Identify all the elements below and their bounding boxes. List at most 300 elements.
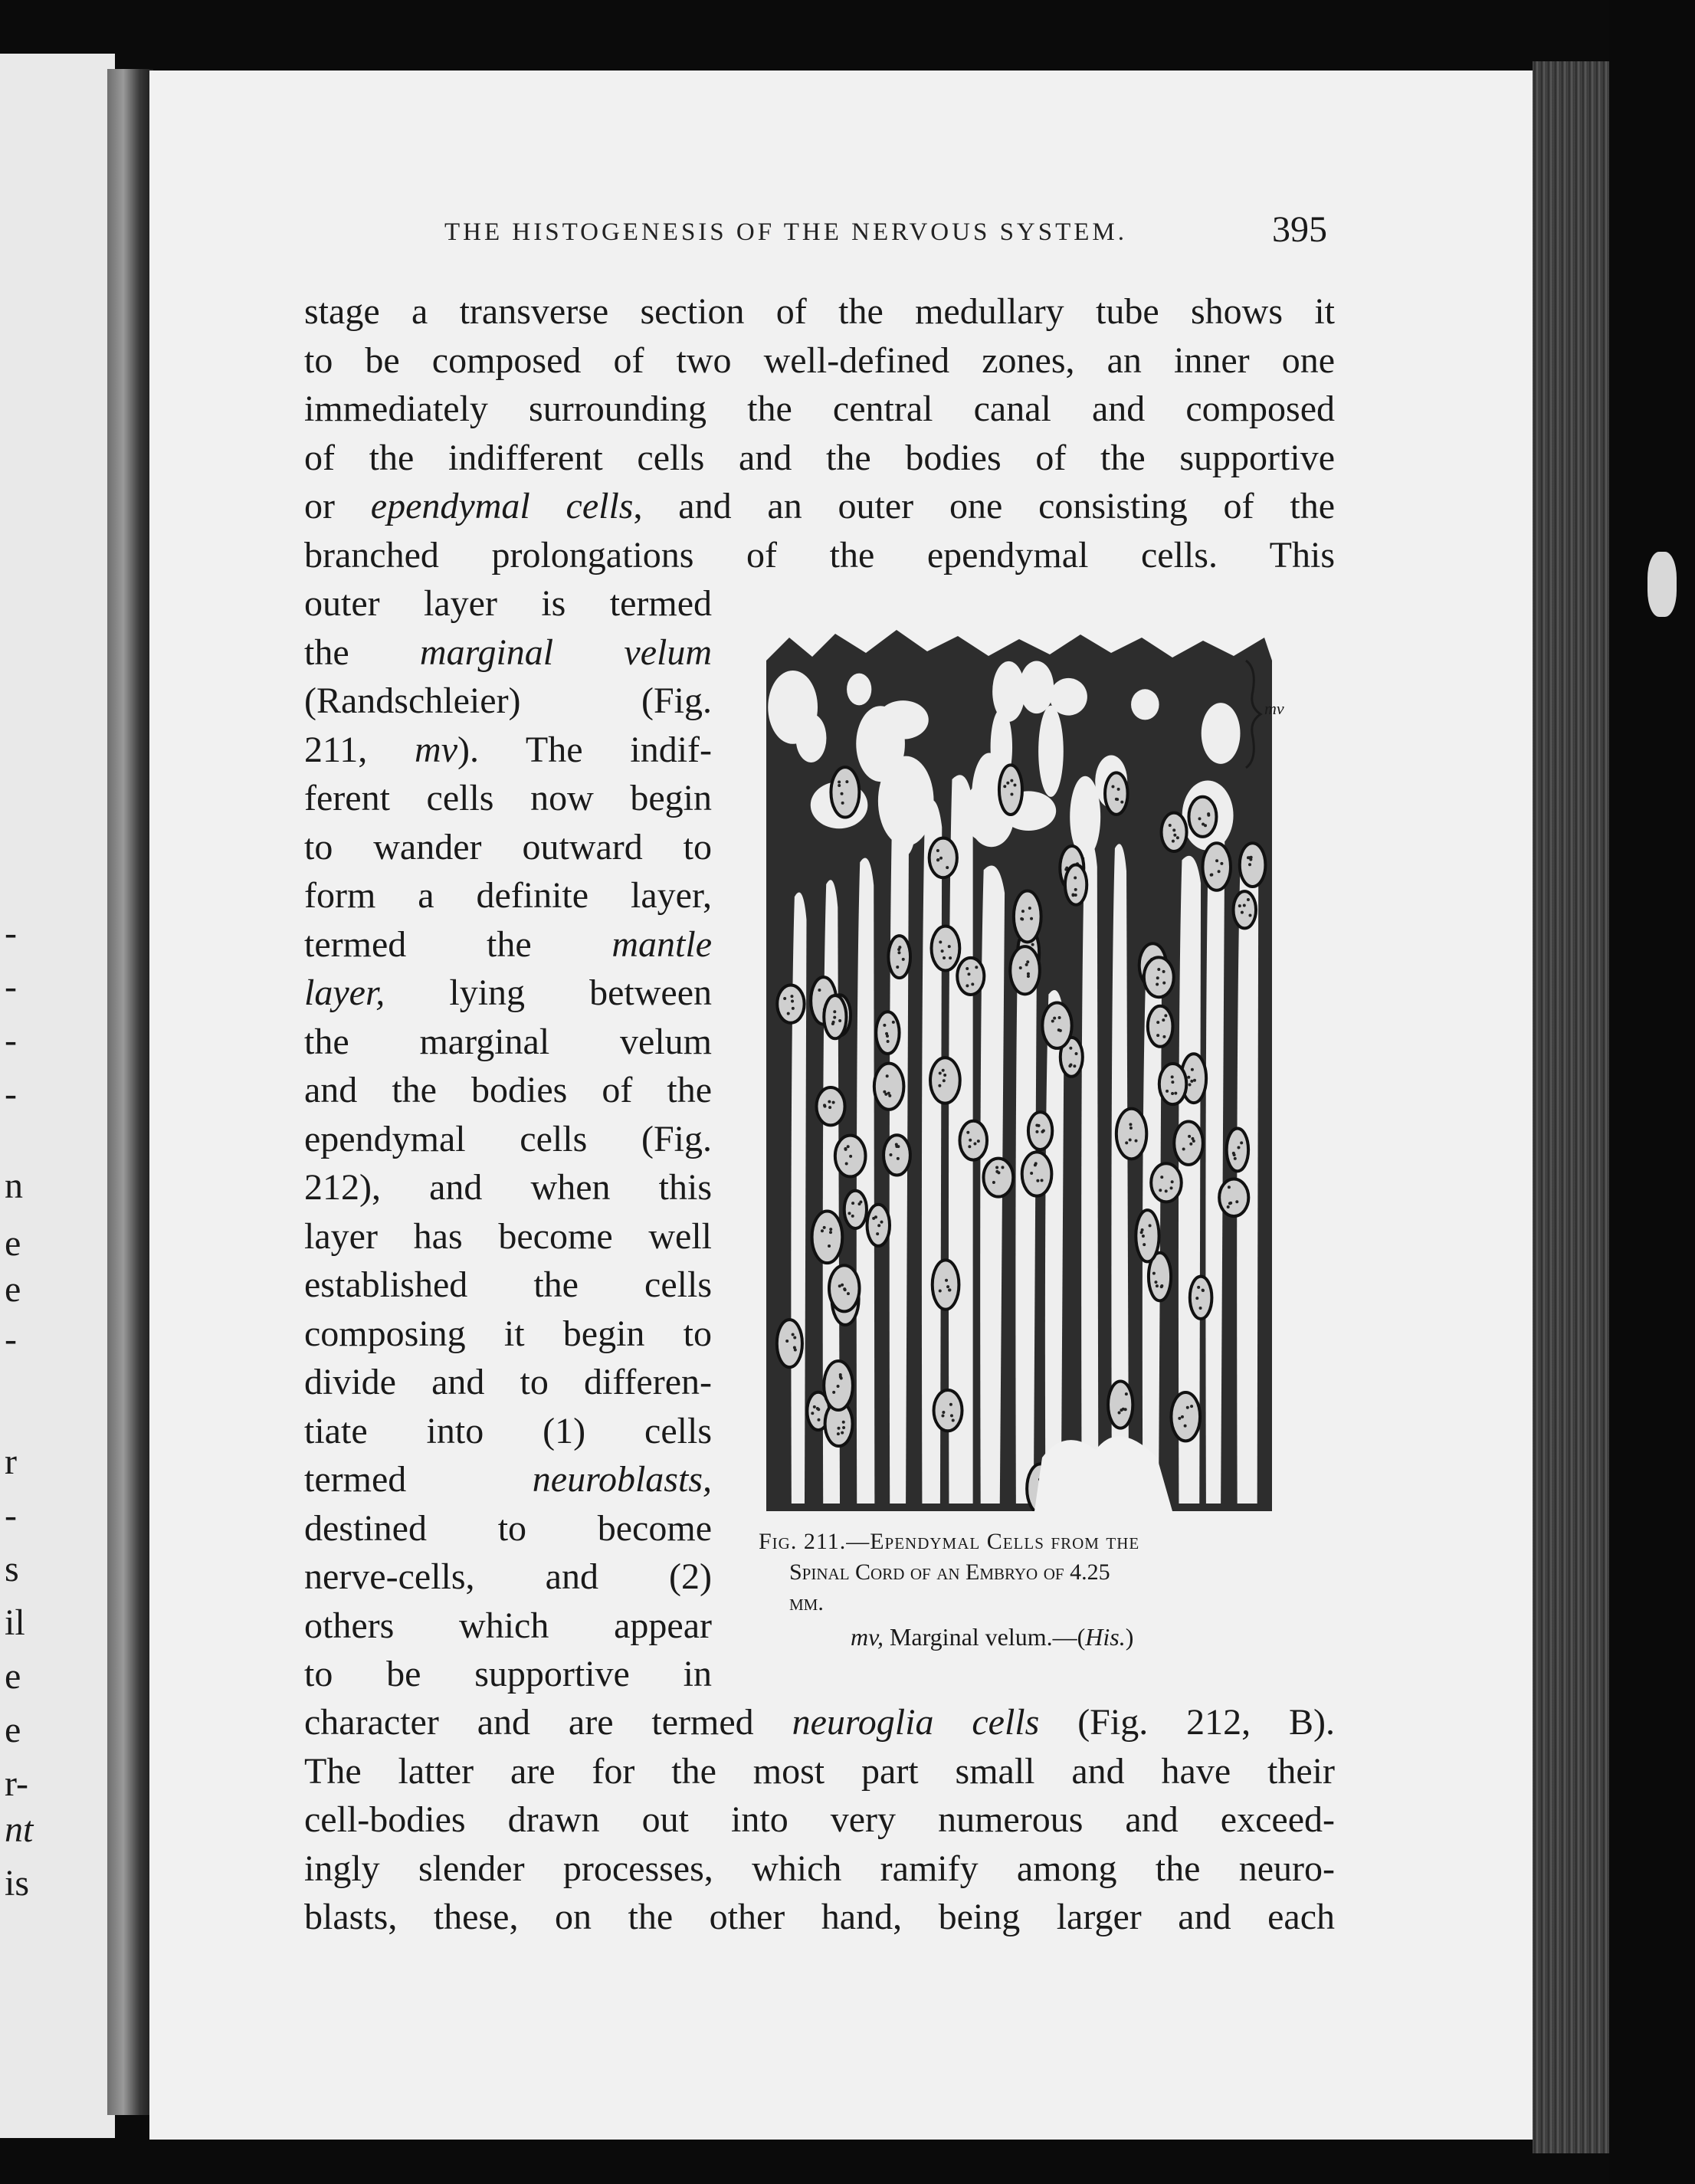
chromatin-dot [1030, 1172, 1033, 1175]
chromatin-dot [1174, 1092, 1177, 1095]
chromatin-dot [837, 1385, 840, 1388]
facing-page-fragment: il [5, 1602, 25, 1643]
chromatin-dot [1188, 1083, 1192, 1086]
chromatin-dot [1041, 1130, 1044, 1133]
chromatin-dot [842, 1426, 845, 1429]
body-text-top [304, 287, 1335, 579]
chromatin-dot [828, 1106, 831, 1109]
italic-term: neuroglia cells [792, 1702, 1040, 1743]
cell-nucleus [1171, 1392, 1200, 1441]
cell-nucleus [934, 1390, 962, 1431]
figure-label-mv: mv [1264, 699, 1284, 718]
chromatin-dot [1166, 1090, 1169, 1093]
chromatin-dot [832, 1021, 835, 1024]
chromatin-dot [1210, 874, 1213, 877]
chromatin-dot [948, 945, 951, 948]
chromatin-dot [1053, 1017, 1056, 1020]
facing-page [0, 54, 115, 2138]
chromatin-dot [892, 1021, 895, 1024]
chromatin-dot [1215, 859, 1218, 862]
facing-page-fragment: - [5, 1319, 17, 1359]
cell-nucleus [1014, 891, 1041, 943]
process-gap [857, 858, 875, 1504]
caption-legend [759, 1622, 1343, 1652]
chromatin-dot [888, 1094, 891, 1097]
chromatin-dot [792, 1007, 795, 1010]
chromatin-dot [973, 1143, 976, 1146]
chromatin-dot [1129, 1126, 1133, 1130]
chromatin-dot [817, 1408, 820, 1411]
text-line: tiate into (1) cells [304, 1410, 712, 1451]
chromatin-dot [902, 958, 905, 961]
chromatin-dot [1197, 1286, 1200, 1289]
cell-nucleus [1108, 1381, 1133, 1428]
chromatin-dot [1171, 1180, 1174, 1183]
chromatin-dot [950, 1414, 953, 1417]
cell-nucleus [957, 958, 984, 995]
chromatin-dot [1075, 1052, 1078, 1055]
chromatin-dot [1156, 1021, 1159, 1024]
chromatin-dot [1135, 1140, 1138, 1143]
chromatin-dot [793, 1336, 796, 1340]
chromatin-dot [847, 1145, 850, 1148]
chromatin-dot [1190, 1080, 1193, 1083]
text-run: character and are termed [304, 1702, 792, 1743]
text-line [304, 920, 712, 969]
cell-nucleus [983, 1159, 1013, 1197]
cell-nucleus [933, 1260, 959, 1309]
legend-source: His. [1085, 1623, 1126, 1651]
chromatin-dot [792, 1333, 795, 1336]
chromatin-dot [840, 1376, 843, 1379]
chromatin-dot [1198, 817, 1201, 820]
chromatin-dot [829, 1228, 832, 1231]
text-line: others which appear [304, 1605, 712, 1646]
text-line: destined to become [304, 1507, 712, 1549]
chromatin-dot [838, 784, 841, 787]
chromatin-dot [1006, 782, 1009, 785]
cell-nucleus [1148, 1006, 1173, 1047]
chromatin-dot [946, 866, 949, 869]
chromatin-dot [821, 1229, 824, 1232]
cell-nucleus [1240, 843, 1266, 887]
chromatin-dot [1122, 1408, 1125, 1411]
velum-space [795, 713, 826, 762]
chromatin-dot [785, 1340, 788, 1343]
page-number: 395 [1272, 209, 1327, 250]
chromatin-dot [818, 989, 821, 992]
chromatin-dot [1074, 877, 1077, 880]
text-run: lying between [385, 972, 712, 1013]
chromatin-dot [936, 858, 939, 861]
chromatin-dot [1240, 1141, 1243, 1144]
facing-page-fragment: e [5, 1656, 21, 1697]
facing-page-fragment: - [5, 1495, 17, 1536]
text-run: the [304, 631, 420, 673]
chromatin-dot [1058, 1016, 1061, 1019]
chromatin-dot [1178, 1417, 1181, 1420]
text-line: of the indifferent cells and the bodies of the supportive [304, 437, 1335, 478]
chromatin-dot [851, 1215, 854, 1218]
chromatin-dot [1202, 1289, 1205, 1292]
chromatin-dot [889, 1153, 892, 1156]
chromatin-dot [1074, 888, 1077, 891]
chromatin-dot [1169, 824, 1172, 827]
text-line: form a definite layer, [304, 875, 712, 916]
chromatin-dot [1001, 1166, 1004, 1169]
facing-page-text-fragments [0, 54, 46, 2138]
caption-line-2: Spinal Cord of an Embryo of 4.25 [789, 1559, 1110, 1585]
chromatin-dot [1160, 1176, 1163, 1179]
figure-caption [759, 1527, 1343, 1652]
chromatin-dot [880, 1221, 883, 1224]
text-line: the marginal velum [304, 1021, 712, 1062]
chromatin-dot [1247, 856, 1250, 859]
chromatin-dot [997, 1171, 1000, 1174]
chromatin-dot [939, 940, 942, 943]
chromatin-dot [841, 792, 844, 795]
italic-term: ependymal cells [370, 486, 634, 526]
chromatin-dot [1026, 960, 1029, 963]
chromatin-dot [1162, 982, 1166, 985]
text-run: or [304, 486, 371, 526]
cell-nucleus [929, 838, 957, 878]
cell-nucleus [1174, 1122, 1203, 1165]
italic-term: mv [415, 729, 457, 770]
chromatin-dot [844, 1148, 848, 1151]
text-line: immediately surrounding the central canal and composed [304, 389, 1335, 429]
text-line [304, 969, 712, 1018]
figure-211-ependymal-cells [759, 630, 1284, 1511]
facing-page-fragment: s [5, 1549, 19, 1589]
chromatin-dot [1034, 1162, 1038, 1165]
chromatin-dot [1035, 1130, 1038, 1133]
text-line [304, 726, 712, 775]
chromatin-dot [793, 1346, 796, 1349]
chromatin-dot [1038, 1124, 1041, 1127]
book-gutter [107, 69, 153, 2115]
text-line: ependymal cells (Fig. [304, 1118, 712, 1159]
text-line: (Randschleier) (Fig. [304, 680, 712, 721]
chromatin-dot [1156, 982, 1159, 985]
chromatin-dot [1186, 1406, 1189, 1409]
text-line: stage a transverse section of the medullary tube shows it [304, 291, 1335, 332]
chromatin-dot [1228, 1202, 1231, 1205]
chromatin-dot [1181, 1415, 1184, 1418]
text-line [304, 482, 1335, 531]
chromatin-dot [841, 802, 844, 805]
chromatin-dot [941, 949, 944, 953]
chromatin-dot [842, 1421, 845, 1424]
chromatin-dot [832, 1391, 835, 1394]
chromatin-dot [1142, 1235, 1145, 1238]
cell-nucleus [1234, 891, 1256, 928]
cell-nucleus [777, 1320, 802, 1367]
chromatin-dot [1154, 1281, 1157, 1284]
cell-nucleus [1065, 864, 1087, 904]
facing-page-fragment: is [5, 1863, 30, 1904]
cell-nucleus [1022, 1152, 1052, 1195]
chromatin-dot [1207, 814, 1210, 817]
cell-nucleus [1010, 946, 1040, 994]
chromatin-dot [1125, 1392, 1128, 1395]
cell-nucleus [1042, 1003, 1071, 1048]
chromatin-dot [839, 1373, 842, 1376]
chromatin-dot [1143, 1243, 1146, 1246]
chromatin-dot [1195, 1297, 1198, 1300]
chromatin-dot [843, 1287, 846, 1290]
running-title: THE HISTOGENESIS OF THE NERVOUS SYSTEM. [444, 218, 1128, 246]
chromatin-dot [1164, 1014, 1167, 1017]
chromatin-dot [938, 1084, 941, 1087]
chromatin-dot [941, 1414, 944, 1417]
cell-nucleus [1136, 1210, 1159, 1261]
velum-space [847, 674, 871, 706]
chromatin-dot [1248, 913, 1251, 917]
chromatin-dot [992, 1181, 995, 1184]
text-line: ferent cells now begin [304, 778, 712, 818]
text-run: , and an outer one consisting of the [633, 486, 1335, 526]
chromatin-dot [1021, 910, 1025, 913]
text-run: 211, [304, 729, 415, 770]
histology-illustration [759, 630, 1341, 1511]
chromatin-dot [1191, 1068, 1194, 1071]
chromatin-dot [897, 1145, 900, 1148]
chromatin-dot [949, 956, 952, 959]
chromatin-dot [942, 1411, 945, 1414]
chromatin-dot [1192, 1140, 1195, 1143]
chromatin-dot [1237, 1146, 1240, 1149]
chromatin-dot [828, 1244, 831, 1248]
facing-page-fragment: - [5, 1074, 17, 1114]
text-line: outer layer is termed [304, 583, 712, 624]
chromatin-dot [829, 1231, 832, 1234]
chromatin-dot [851, 1202, 854, 1205]
chromatin-dot [1172, 828, 1175, 831]
text-line: branched prolongations of the ependymal cells. This [304, 534, 1335, 576]
chromatin-dot [811, 1412, 814, 1415]
chromatin-dot [817, 1418, 820, 1422]
cell-nucleus [999, 765, 1022, 815]
chromatin-dot [1160, 1284, 1163, 1287]
text-run: termed the [304, 923, 612, 965]
chromatin-dot [1184, 1425, 1187, 1428]
chromatin-dot [845, 1162, 848, 1165]
chromatin-dot [833, 1010, 836, 1013]
chromatin-dot [790, 995, 793, 998]
cell-nucleus [844, 1191, 867, 1228]
chromatin-dot [1193, 1079, 1196, 1082]
chromatin-dot [1171, 1092, 1174, 1095]
chromatin-dot [1199, 1307, 1202, 1310]
facing-page-fragment: - [5, 1020, 17, 1061]
chromatin-dot [1248, 863, 1251, 866]
chromatin-dot [948, 1288, 951, 1291]
chromatin-dot [1218, 870, 1221, 873]
chromatin-dot [946, 1285, 949, 1288]
caption-line-3: mm. [789, 1590, 824, 1615]
chromatin-dot [1159, 1189, 1162, 1192]
chromatin-dot [1013, 784, 1016, 787]
cell-nucleus [1190, 1277, 1212, 1319]
chromatin-dot [838, 1284, 841, 1287]
chromatin-dot [1118, 1412, 1121, 1415]
chromatin-dot [848, 1212, 851, 1215]
chromatin-dot [1187, 1076, 1190, 1079]
text-run: (Fig. 212, B). [1039, 1702, 1335, 1743]
legend-abbrev: mv, [851, 1623, 884, 1651]
chromatin-dot [1041, 1179, 1044, 1182]
page-edges [1533, 61, 1609, 2153]
chromatin-dot [966, 1131, 969, 1134]
text-line: The latter are for the most part small and have their [304, 1750, 1335, 1792]
chromatin-dot [977, 1140, 980, 1143]
cell-nucleus [1188, 797, 1216, 837]
chromatin-dot [845, 780, 848, 783]
chromatin-dot [966, 984, 969, 987]
cell-nucleus [959, 1121, 987, 1160]
chromatin-dot [1152, 1272, 1156, 1275]
chromatin-dot [1149, 1224, 1152, 1227]
chromatin-dot [838, 781, 841, 784]
cell-nucleus [1159, 1064, 1186, 1104]
italic-term: marginal velum [419, 631, 713, 673]
cell-nucleus [932, 926, 960, 971]
chromatin-dot [1059, 1029, 1062, 1032]
text-line [304, 1455, 712, 1504]
body-text-wrapped [304, 579, 712, 1699]
chromatin-dot [939, 1071, 942, 1074]
caption-line-1: Fig. 211.—Ependymal Cells from the [759, 1529, 1140, 1554]
facing-page-fragment: - [5, 913, 17, 953]
facing-page-fragment: e [5, 1223, 21, 1264]
cell-nucleus [1219, 1179, 1248, 1216]
chromatin-dot [1188, 1135, 1191, 1138]
chromatin-dot [1171, 1075, 1174, 1078]
chromatin-dot [1156, 1284, 1159, 1287]
velum-space [893, 804, 915, 857]
dust-speck [1647, 552, 1677, 617]
text-line: layer has become well [304, 1215, 712, 1257]
chromatin-dot [883, 1024, 886, 1027]
chromatin-dot [939, 857, 943, 860]
chromatin-dot [896, 966, 899, 969]
chromatin-dot [1074, 894, 1077, 897]
chromatin-dot [1238, 904, 1241, 907]
chromatin-dot [939, 1290, 942, 1293]
chromatin-dot [1019, 966, 1022, 969]
chromatin-dot [1069, 1047, 1072, 1050]
chromatin-dot [886, 1074, 889, 1077]
cell-nucleus [884, 1135, 910, 1175]
chromatin-dot [1129, 1139, 1132, 1142]
text-line: to be supportive in [304, 1654, 712, 1694]
chromatin-dot [942, 1069, 945, 1072]
chromatin-dot [897, 1157, 900, 1160]
chromatin-dot [1202, 822, 1205, 825]
chromatin-dot [1027, 975, 1030, 978]
chromatin-dot [1176, 836, 1179, 839]
chromatin-dot [1025, 963, 1028, 966]
legend-text: Marginal velum.—( [883, 1623, 1086, 1651]
italic-term: neuroblasts, [532, 1459, 712, 1500]
text-line: to be composed of two well-defined zones, an inner one [304, 339, 1335, 381]
chromatin-dot [886, 1035, 889, 1038]
italic-term: layer, [304, 972, 385, 1013]
chromatin-dot [1030, 917, 1033, 920]
text-line: divide and to differen- [304, 1362, 712, 1402]
chromatin-dot [1227, 1205, 1230, 1208]
chromatin-dot [968, 1145, 971, 1148]
chromatin-dot [832, 1101, 835, 1104]
chromatin-dot [876, 1232, 879, 1235]
chromatin-dot [1182, 1148, 1185, 1151]
chromatin-dot [1073, 1064, 1076, 1067]
chromatin-dot [877, 1224, 880, 1227]
chromatin-dot [949, 1403, 952, 1406]
chromatin-dot [1028, 907, 1031, 910]
velum-space [1131, 689, 1159, 720]
chromatin-dot [995, 1166, 998, 1169]
cell-nucleus [1202, 843, 1231, 890]
chromatin-dot [1162, 1035, 1166, 1038]
chromatin-dot [847, 1292, 850, 1295]
facing-page-fragment: n [5, 1166, 23, 1206]
chromatin-dot [1162, 970, 1166, 973]
cell-nucleus [777, 985, 804, 1022]
cell-nucleus [1105, 772, 1128, 815]
legend-close: ) [1125, 1623, 1134, 1651]
chromatin-dot [1228, 1185, 1231, 1189]
text-line: established the cells [304, 1264, 712, 1305]
chromatin-dot [1116, 798, 1119, 801]
chromatin-dot [1111, 785, 1114, 789]
chromatin-dot [1140, 1231, 1143, 1234]
chromatin-dot [1003, 785, 1006, 788]
chromatin-dot [787, 1012, 790, 1015]
cell-nucleus [1116, 1109, 1146, 1159]
text-line: nerve-cells, and (2) [304, 1556, 712, 1597]
chromatin-dot [975, 966, 978, 969]
chromatin-dot [1156, 1034, 1159, 1037]
text-line: composing it begin to [304, 1313, 712, 1354]
cell-nucleus [1227, 1129, 1248, 1172]
chromatin-dot [943, 956, 946, 959]
chromatin-dot [897, 948, 900, 951]
facing-page-fragment: e [5, 1269, 21, 1310]
chromatin-dot [791, 999, 794, 1002]
chromatin-dot [1036, 1179, 1039, 1182]
chromatin-dot [1189, 1143, 1192, 1146]
chromatin-dot [859, 1201, 862, 1204]
chromatin-dot [872, 1217, 875, 1220]
chromatin-dot [1243, 903, 1246, 907]
chromatin-dot [849, 1155, 852, 1158]
text-run: ). The indif- [457, 729, 712, 770]
velum-space [1038, 706, 1064, 797]
text-line: cell-bodies drawn out into very numerous and exceed- [304, 1799, 1335, 1840]
italic-term: mantle [611, 923, 712, 965]
text-line [304, 628, 712, 677]
cell-nucleus [812, 1211, 843, 1263]
chromatin-dot [966, 967, 969, 970]
text-line: ingly slender processes, which ramify among the neuro- [304, 1848, 1335, 1889]
process-gap [1081, 839, 1098, 1504]
chromatin-dot [884, 1093, 887, 1096]
chromatin-dot [1171, 1081, 1174, 1084]
facing-page-fragment: - [5, 966, 17, 1007]
chromatin-dot [838, 1019, 841, 1022]
